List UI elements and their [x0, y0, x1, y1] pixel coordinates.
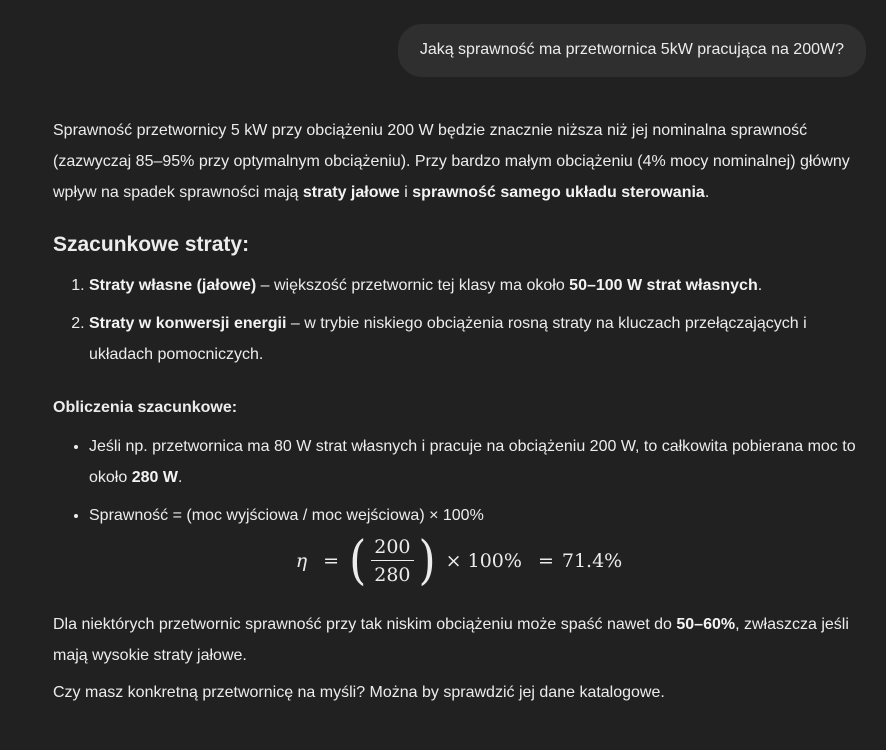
calc-end: . — [177, 469, 183, 486]
list-item — [89, 431, 865, 493]
formula-numerator: 200 — [374, 536, 411, 558]
formula-fraction — [371, 536, 413, 586]
formula-eta: η — [295, 549, 308, 572]
formula-paren-right: ) — [418, 529, 436, 591]
intro-text-2: i — [399, 184, 413, 201]
intro-bold-1: straty jałowe — [302, 184, 400, 201]
assistant-message — [53, 115, 865, 708]
closing-text-2: , zwłaszcza jeśli mają wysokie straty jałowe. — [53, 616, 849, 664]
loss-text: – w trybie niskiego obciążenia rosną straty na kluczach przełączających i układach pomocniczych. — [89, 315, 807, 363]
question-paragraph: Czy masz konkretną przetwornicę na myśli? Można by sprawdzić jej dane katalogowe. — [53, 684, 665, 701]
list-item — [89, 308, 865, 370]
loss-bold: 50–100 W strat własnych — [569, 277, 758, 294]
formula-equals: = — [323, 549, 340, 572]
intro-text-1: Sprawność przetwornicy 5 kW przy obciążeniu 200 W będzie znacznie niższa niż jej nominalna sprawność (zazwyczaj 85–95% przy optymalnym obciążeniu). Przy bardzo małym obciążeniu (4% mocy nominalnej) główny wpływ na spadek sprawności mają — [53, 122, 850, 201]
calc-text: Jeśli np. przetwornica ma 80 W strat własnych i pracuje na obciążeniu 200 W, to całkowita pobierana moc to około — [89, 438, 856, 486]
section-heading: Szacunkowe straty: — [53, 233, 250, 256]
formula-result: 71.4% — [561, 549, 623, 572]
calc-heading: Obliczenia szacunkowe: — [53, 399, 238, 416]
loss-title: Straty własne (jałowe) — [89, 277, 257, 294]
loss-title: Straty w konwersji energii — [89, 315, 287, 332]
closing-paragraph — [53, 609, 865, 671]
intro-bold-2: sprawność samego układu sterowania — [412, 184, 705, 201]
efficiency-definition: Sprawność = (moc wyjściowa / moc wejściowa) × 100% — [89, 507, 484, 524]
list-item — [89, 270, 865, 301]
loss-list — [53, 270, 865, 370]
calc-list — [53, 431, 865, 591]
loss-end: . — [757, 277, 763, 294]
formula-paren-left: ( — [349, 529, 367, 591]
user-message-row — [398, 24, 866, 77]
closing-bold: 50–60% — [676, 616, 736, 633]
closing-text-1: Dla niektórych przetwornic sprawność przy tak niskim obciążeniu może spaść nawet do — [53, 616, 677, 633]
intro-text-3: . — [704, 184, 710, 201]
formula-equals-2: = — [537, 549, 554, 572]
loss-text: – większość przetwornic tej klasy ma około — [256, 277, 570, 294]
formula-denominator: 280 — [371, 560, 413, 586]
formula-times: × 100% — [445, 549, 522, 572]
list-item — [89, 500, 865, 591]
calc-bold: 280 W — [131, 469, 178, 486]
user-message-bubble: Jaką sprawność ma przetwornica 5kW pracująca na 200W? — [398, 24, 866, 77]
intro-paragraph — [53, 115, 865, 208]
efficiency-formula — [53, 531, 865, 591]
